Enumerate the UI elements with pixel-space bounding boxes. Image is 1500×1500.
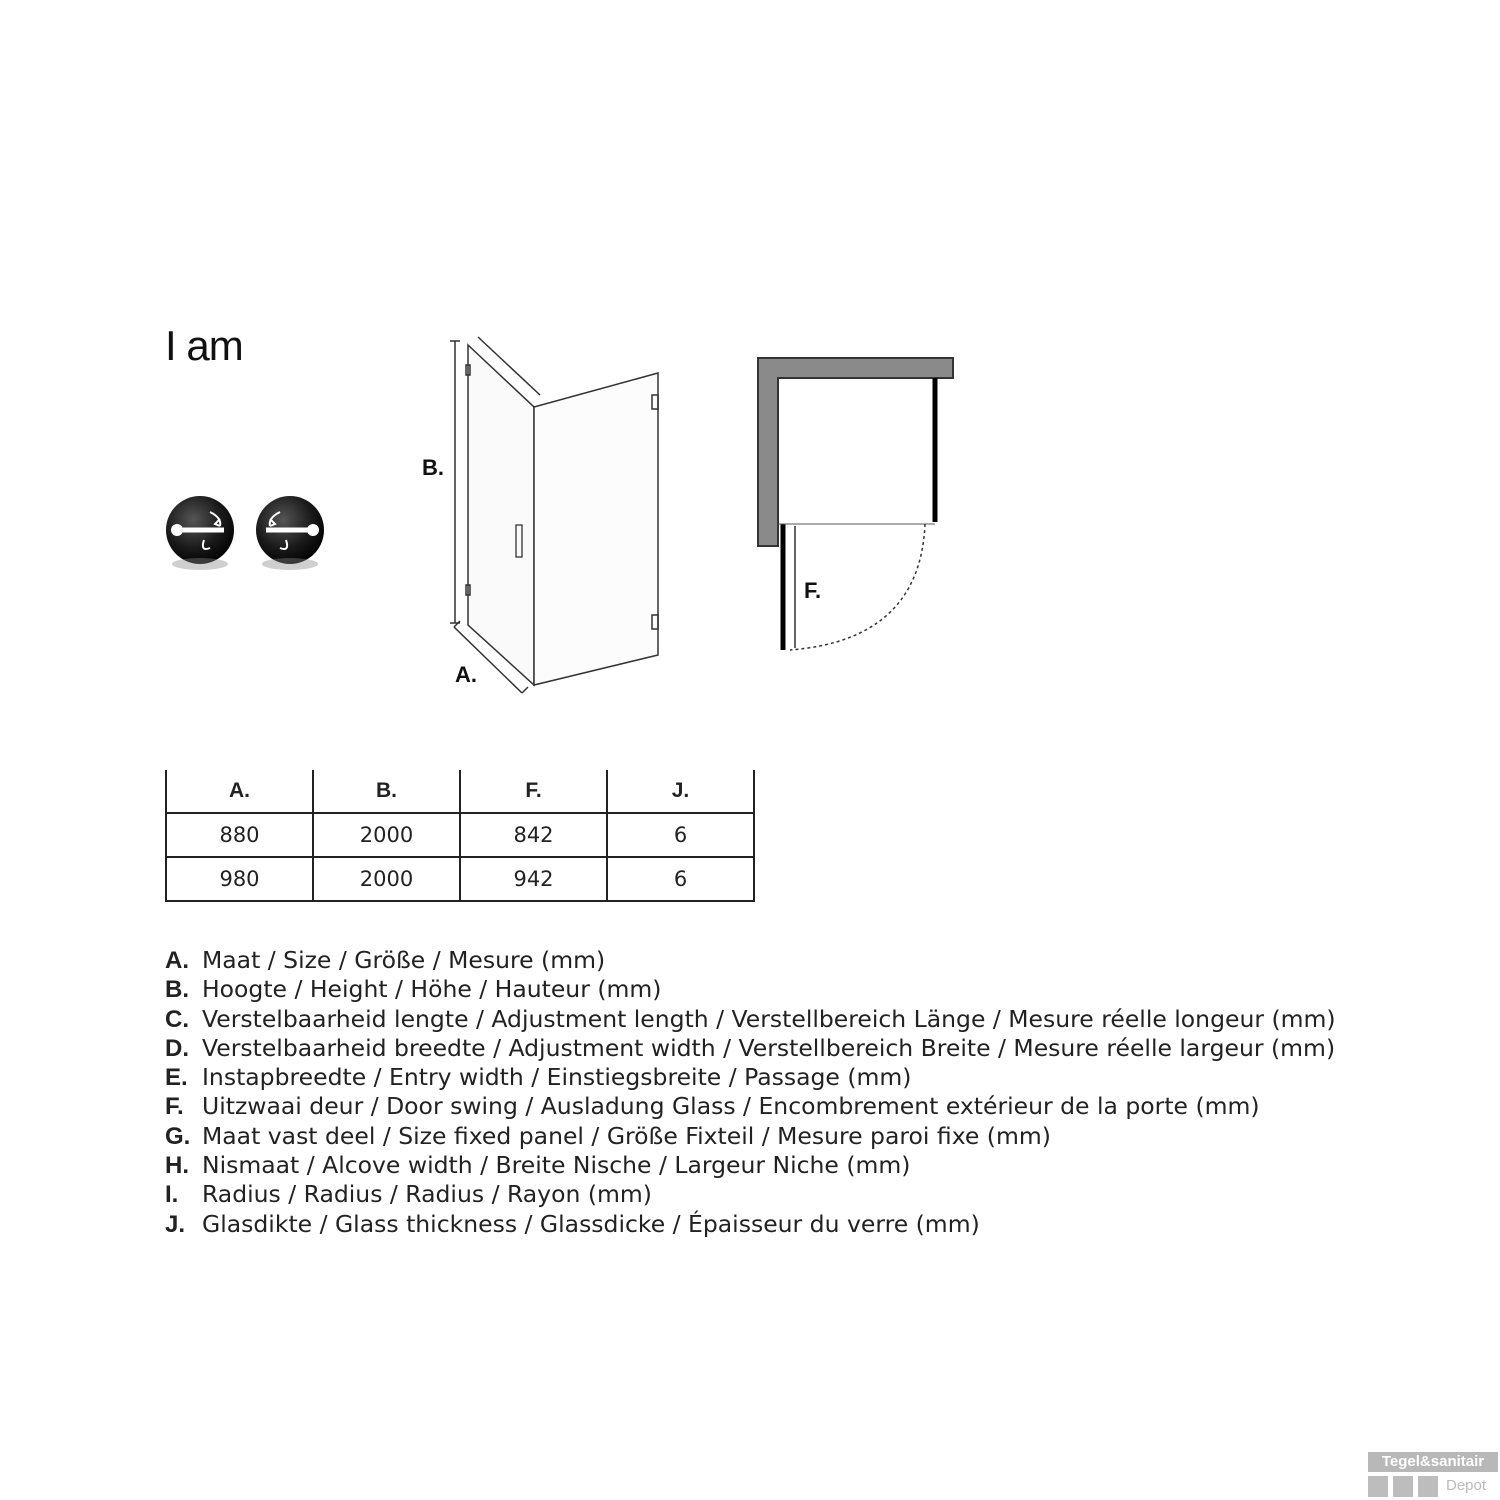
legend-key: H. [165, 1152, 189, 1180]
legend-item [165, 1005, 1336, 1034]
logo-bottom-text: Depot [1446, 1477, 1487, 1494]
legend-text: Maat vast deel / Size fixed panel / Größe Fixteil / Mesure paroi fixe (mm) [202, 1121, 1051, 1150]
dimension-legend [165, 946, 1336, 1239]
legend-text: Instapbreedte / Entry width / Einstiegsbreite / Passage (mm) [202, 1063, 912, 1092]
table-cell: 6 [607, 813, 754, 857]
legend-item [165, 1180, 1336, 1209]
legend-text: Uitzwaai deur / Door swing / Ausladung Glass / Encombrement extérieur de la porte (mm) [202, 1092, 1260, 1121]
legend-item [165, 1210, 1336, 1239]
legend-key: E. [165, 1064, 188, 1092]
table-cell: 842 [460, 813, 607, 857]
drop-icon [1368, 1476, 1388, 1497]
legend-item [165, 1122, 1336, 1151]
legend-item [165, 1063, 1336, 1092]
column-header: F. [460, 770, 607, 813]
table-cell: 6 [607, 857, 754, 901]
legend-key: D. [165, 1034, 189, 1062]
label-a: A. [455, 662, 477, 687]
table-cell: 2000 [313, 857, 460, 901]
logo-square [1393, 1476, 1413, 1497]
swing-right-icon [256, 496, 324, 570]
table-cell: 980 [166, 857, 313, 901]
legend-text: Nismaat / Alcove width / Breite Nische / Largeur Niche (mm) [202, 1151, 911, 1180]
table-cell: 942 [460, 857, 607, 901]
legend-key: G. [165, 1122, 191, 1150]
dimensions-table [165, 770, 755, 902]
plan-view-drawing [750, 350, 970, 670]
label-b: B. [422, 455, 444, 480]
logo-top-text: Tegel&sanitair [1368, 1452, 1498, 1472]
table-row [166, 813, 754, 857]
logo-square [1418, 1476, 1438, 1497]
column-header: B. [313, 770, 460, 813]
legend-item [165, 1034, 1336, 1063]
legend-key: I. [165, 1181, 179, 1209]
legend-text: Hoogte / Height / Höhe / Hauteur (mm) [202, 975, 662, 1004]
legend-text: Radius / Radius / Radius / Rayon (mm) [202, 1180, 652, 1209]
table-cell: 880 [166, 813, 313, 857]
legend-key: A. [165, 947, 189, 974]
swing-icons [160, 490, 340, 580]
column-header: J. [607, 770, 754, 813]
legend-text: Glasdikte / Glass thickness / Glassdicke / Épaisseur du verre (mm) [202, 1209, 980, 1238]
legend-item [165, 975, 1336, 1004]
legend-key: F. [165, 1093, 184, 1121]
table-header-row [166, 770, 754, 813]
table-row [166, 857, 754, 901]
legend-text: Maat / Size / Größe / Mesure (mm) [202, 946, 606, 974]
legend-item [165, 1092, 1336, 1121]
legend-item [165, 1151, 1336, 1180]
legend-key: C. [165, 1005, 189, 1033]
legend-key: J. [165, 1210, 186, 1238]
legend-text: Verstelbaarheid breedte / Adjustment width / Verstellbereich Breite / Mesure réelle largeur (mm) [202, 1033, 1336, 1062]
swing-left-icon [166, 496, 234, 570]
legend-text: Verstelbaarheid lengte / Adjustment length / Verstellbereich Länge / Mesure réelle longeur (mm) [202, 1004, 1336, 1033]
label-f: F. [804, 578, 822, 603]
legend-key: B. [165, 976, 189, 1004]
enclosure-3d-drawing [410, 325, 710, 705]
column-header: A. [166, 770, 313, 813]
legend-item [165, 946, 1336, 975]
page-title: I am [165, 322, 243, 369]
table-cell: 2000 [313, 813, 460, 857]
brand-logo [1368, 1452, 1498, 1498]
